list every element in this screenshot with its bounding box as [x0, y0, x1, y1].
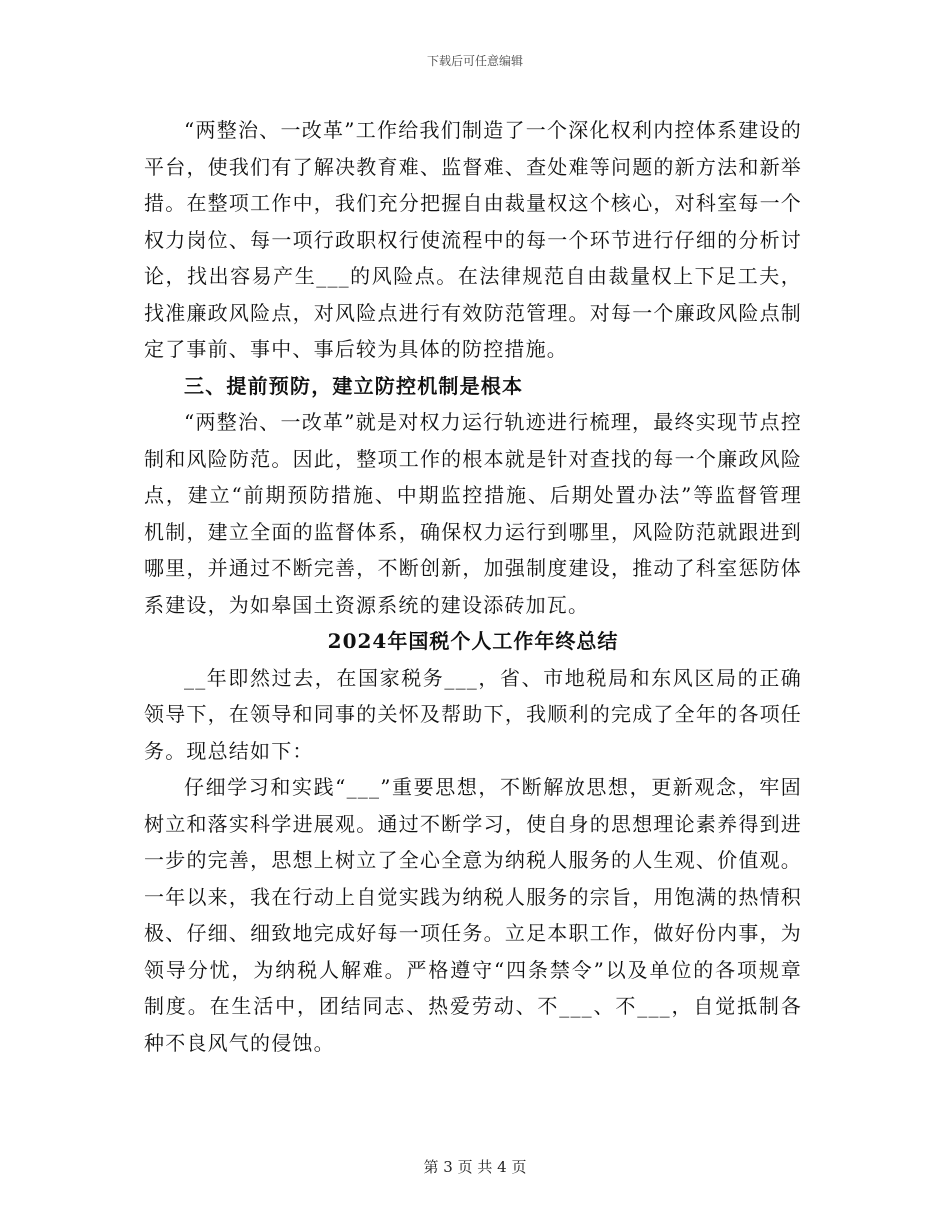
- article-title: 2024年国税个人工作年终总结: [327, 629, 619, 653]
- paragraph-4: 仔细学习和实践“___”重要思想，不断解放思想，更新观念，牢固树立和落实科学进展观。通过不断学习，使自身的思想理论素养得到进一步的完善，思想上树立了全心全意为纳税人服务的人生观、价值观。一年以来，我在行动上自觉实践为纳税人服务的宗旨，用饱满的热情积极、仔细、细致地完成好每一项任务。立足本职工作，做好份内事，为领导分忧，为纳税人解难。严格遵守“四条禁令”以及单位的各项规章制度。在生活中，团结同志、热爱劳动、不___、不___，自觉抵制各种不良风气的侵蚀。: [144, 775, 802, 1055]
- paragraph-1: “两整治、一改革”工作给我们制造了一个深化权利内控体系建设的平台，使我们有了解决教育难、监督难、查处难等问题的新方法和新举措。在整项工作中，我们充分把握自由裁量权这个核心，对科室每一个权力岗位、每一项行政职权行使流程中的每一个环节进行仔细的分析讨论，找出容易产生___的风险点。在法律规范自由裁量权上下足工夫，找准廉政风险点，对风险点进行有效防范管理。对每一个廉政风险点制定了事前、事中、事后较为具体的防控措施。: [144, 118, 802, 361]
- page-header: 下载后可任意编辑: [426, 54, 523, 68]
- paragraph-3: __年即然过去，在国家税务___，省、市地税局和东风区局的正确领导下，在领导和同事的关怀及帮助下，我顺利的完成了全年的各项任务。现总结如下：: [144, 665, 802, 763]
- section-heading-3: 三、提前预防，建立防控机制是根本: [184, 373, 524, 398]
- document-body: [144, 112, 802, 1061]
- paragraph-2: “两整治、一改革”就是对权力运行轨迹进行梳理，最终实现节点控制和风险防范。因此，整项工作的根本就是针对查找的每一个廉政风险点，建立“前期预防措施、中期监控措施、后期处置办法”等监督管理机制，建立全面的监督体系，确保权力运行到哪里，风险防范就跟进到哪里，并通过不断完善，不断创新，加强制度建设，推动了科室惩防体系建设，为如皋国土资源系统的建设添砖加瓦。: [144, 410, 802, 617]
- page-footer: 第 3 页 共 4 页: [423, 1158, 527, 1176]
